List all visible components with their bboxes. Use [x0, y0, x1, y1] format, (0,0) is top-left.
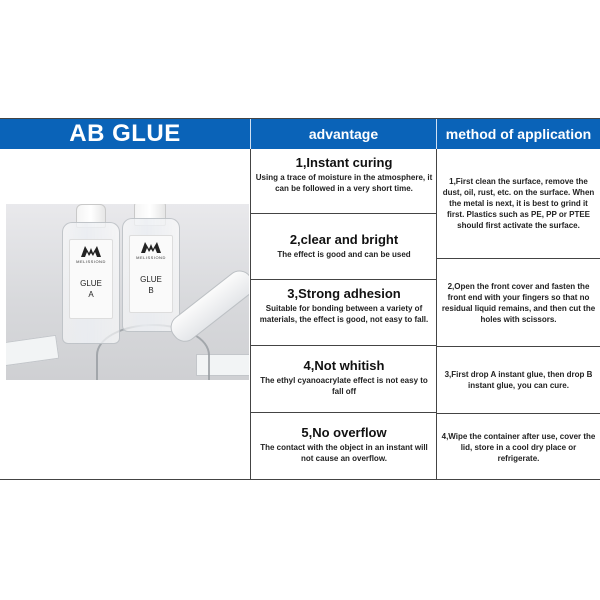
- advantage-item: [251, 214, 437, 280]
- advantage-title: 4,Not whitish: [303, 358, 385, 373]
- advantage-title: 5,No overflow: [301, 425, 387, 440]
- advantage-text: The ethyl cyanoacrylate effect is not easy to fall off: [260, 376, 428, 396]
- brand-text: MELISSIOND: [76, 259, 106, 264]
- advantage-title: 1,Instant curing: [295, 155, 393, 170]
- bottle-a-text: GLUE A: [80, 279, 102, 299]
- advantage-header: advantage: [251, 119, 437, 149]
- brand-text: MELISSIOND: [136, 255, 166, 260]
- bottle-a: [62, 222, 120, 344]
- method-item: [437, 414, 600, 480]
- product-title: AB GLUE: [0, 119, 251, 149]
- advantage-column: [251, 149, 437, 480]
- advantage-title: 3,Strong adhesion: [287, 286, 401, 301]
- product-photo: [6, 204, 249, 380]
- method-column: [437, 149, 600, 480]
- advantage-text: Suitable for bonding between a variety of materials, the effect is good, not easy to fall.: [259, 304, 429, 324]
- advantage-item: [251, 149, 437, 214]
- advantage-text: The effect is good and can be used: [277, 250, 411, 259]
- method-text: 2,Open the front cover and fasten the front end with your fingers so that no residual liquid remains, and then cut the holes with scissors.: [441, 281, 596, 324]
- advantage-text: Using a trace of moisture in the atmosphere, it can be followed in a very short time.: [255, 173, 433, 193]
- advantage-text: The contact with the object in an instant will not cause an overflow.: [260, 443, 428, 463]
- advantage-item: [251, 280, 437, 346]
- advantage-title: 2,clear and bright: [289, 232, 399, 247]
- bottle-b-text: GLUE B: [140, 275, 162, 295]
- method-text: 3,First drop A instant glue, then drop B instant glue, you can cure.: [444, 370, 593, 390]
- method-text: 4,Wipe the container after use, cover the lid, store in a cool dry place or refrigerate.: [441, 431, 596, 463]
- advantage-item: [251, 413, 437, 480]
- table-header: [0, 119, 600, 149]
- bottle-b-label: [129, 235, 173, 313]
- method-item: [437, 259, 600, 347]
- bottle-a-label: [69, 239, 113, 319]
- method-item: [437, 347, 600, 414]
- acrylic-piece: [6, 335, 59, 367]
- brand-logo-icon: [80, 244, 102, 258]
- method-text: 1,First clean the surface, remove the dust, oil, rust, etc. on the surface. When the metal is next, it is best to grind it first. Plastics such as PE, PP or PTEE should first activate the surface.: [442, 177, 595, 230]
- brand-logo-icon: [140, 240, 162, 254]
- method-item: [437, 149, 600, 259]
- bottle-b: [122, 218, 180, 332]
- method-header: method of application: [445, 126, 592, 142]
- advantage-item: [251, 346, 437, 413]
